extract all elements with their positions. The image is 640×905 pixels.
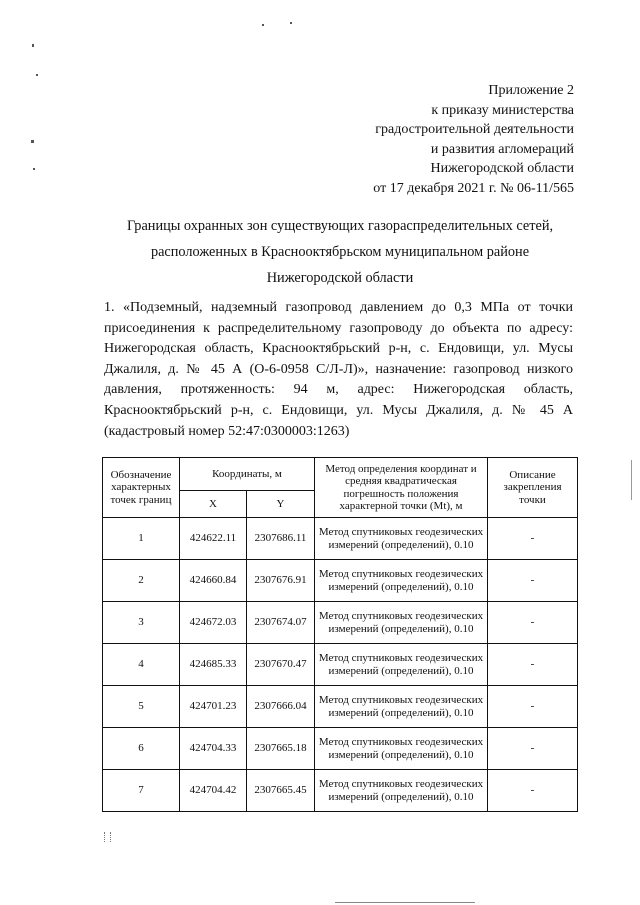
coordinates-table: [102, 457, 578, 812]
header-point: Обозначение характерных точек границ: [103, 458, 180, 518]
table-row: [103, 518, 578, 560]
cell-description: -: [488, 602, 578, 644]
cell-y: 2307666.04: [247, 686, 315, 728]
cell-method: Метод спутниковых геодезических измерений (определений), 0.10: [315, 518, 488, 560]
header-line: Приложение 2: [488, 83, 574, 98]
header-line: Нижегородской области: [430, 161, 574, 177]
scan-speck: [32, 44, 34, 47]
cell-point: 7: [103, 770, 180, 812]
table-row: [103, 728, 578, 770]
header-line: к приказу министерства: [431, 102, 574, 118]
header-line: от 17 декабря 2021 г. № 06-11/565: [373, 180, 574, 196]
document-title: [40, 213, 640, 291]
cell-y: 2307674.07: [247, 602, 315, 644]
cell-x: 424704.42: [180, 770, 247, 812]
table-row: [103, 560, 578, 602]
cell-x: 424660.84: [180, 560, 247, 602]
scan-bottom-line: [335, 902, 475, 903]
cell-y: 2307665.18: [247, 728, 315, 770]
cell-description: -: [488, 728, 578, 770]
title-line: расположенных в Краснооктябрьском муниципальном районе: [150, 244, 530, 260]
table-row: [103, 686, 578, 728]
cell-point: 6: [103, 728, 180, 770]
scan-dotted-mark: [110, 832, 111, 842]
title-line: Нижегородской области: [266, 270, 414, 286]
cell-description: -: [488, 644, 578, 686]
header-method: Метод определения координат и средняя квадратическая погрешность положения характерной точки (Mt), м: [315, 458, 488, 518]
cell-method: Метод спутниковых геодезических измерений (определений), 0.10: [315, 560, 488, 602]
cell-x: 424672.03: [180, 602, 247, 644]
cell-description: -: [488, 560, 578, 602]
cell-method: Метод спутниковых геодезических измерений (определений), 0.10: [315, 728, 488, 770]
scan-speck: [36, 74, 38, 76]
cell-method: Метод спутниковых геодезических измерений (определений), 0.10: [315, 602, 488, 644]
cell-x: 424622.11: [180, 518, 247, 560]
cell-description: -: [488, 518, 578, 560]
header-x: X: [180, 491, 247, 518]
cell-y: 2307670.47: [247, 644, 315, 686]
cell-description: -: [488, 686, 578, 728]
cell-point: 4: [103, 644, 180, 686]
title-line: Границы охранных зон существующих газораспределительных сетей,: [126, 218, 554, 234]
cell-x: 424701.23: [180, 686, 247, 728]
scan-speck: [290, 22, 292, 24]
header-line: градостроительной деятельности: [375, 122, 574, 138]
scan-speck: [31, 140, 34, 143]
cell-method: Метод спутниковых геодезических измерений (определений), 0.10: [315, 644, 488, 686]
scan-edge-line: [631, 460, 632, 500]
cell-y: 2307665.45: [247, 770, 315, 812]
scan-dotted-mark: [104, 832, 105, 842]
cell-method: Метод спутниковых геодезических измерений (определений), 0.10: [315, 770, 488, 812]
table-row: [103, 602, 578, 644]
table-row: [103, 770, 578, 812]
scan-speck: [262, 24, 264, 26]
cell-point: 2: [103, 560, 180, 602]
header-description: Описание закрепления точки: [488, 458, 578, 518]
cell-point: 3: [103, 602, 180, 644]
header-y: Y: [247, 491, 315, 518]
cell-y: 2307686.11: [247, 518, 315, 560]
object-description: 1. «Подземный, надземный газопровод давлением до 0,3 МПа от точки присоединения к распределительному газопроводу до объекта по адресу: Нижегородская область, Краснооктябрьский р-н, с. Ендовищи, ул. Мусы Джалиля, д. № 45 А (О-6-0958 С/Л-Л)», назначение: газопровод низкого давления, протяженность: 94 м, адрес: Нижегородская область, Краснооктябрьский р-н, с. Ендовищи, ул. Мусы Джалиля, д. № 45 А (кадастровый номер 52:47:0300003:1263): [104, 300, 573, 439]
cell-point: 5: [103, 686, 180, 728]
cell-point: 1: [103, 518, 180, 560]
cell-x: 424704.33: [180, 728, 247, 770]
appendix-header: [373, 81, 574, 199]
table-row: [103, 644, 578, 686]
scan-speck: [33, 168, 35, 170]
cell-y: 2307676.91: [247, 560, 315, 602]
cell-x: 424685.33: [180, 644, 247, 686]
header-coordinates: Координаты, м: [180, 458, 315, 491]
cell-description: -: [488, 770, 578, 812]
header-line: и развития агломераций: [430, 141, 574, 157]
cell-method: Метод спутниковых геодезических измерений (определений), 0.10: [315, 686, 488, 728]
